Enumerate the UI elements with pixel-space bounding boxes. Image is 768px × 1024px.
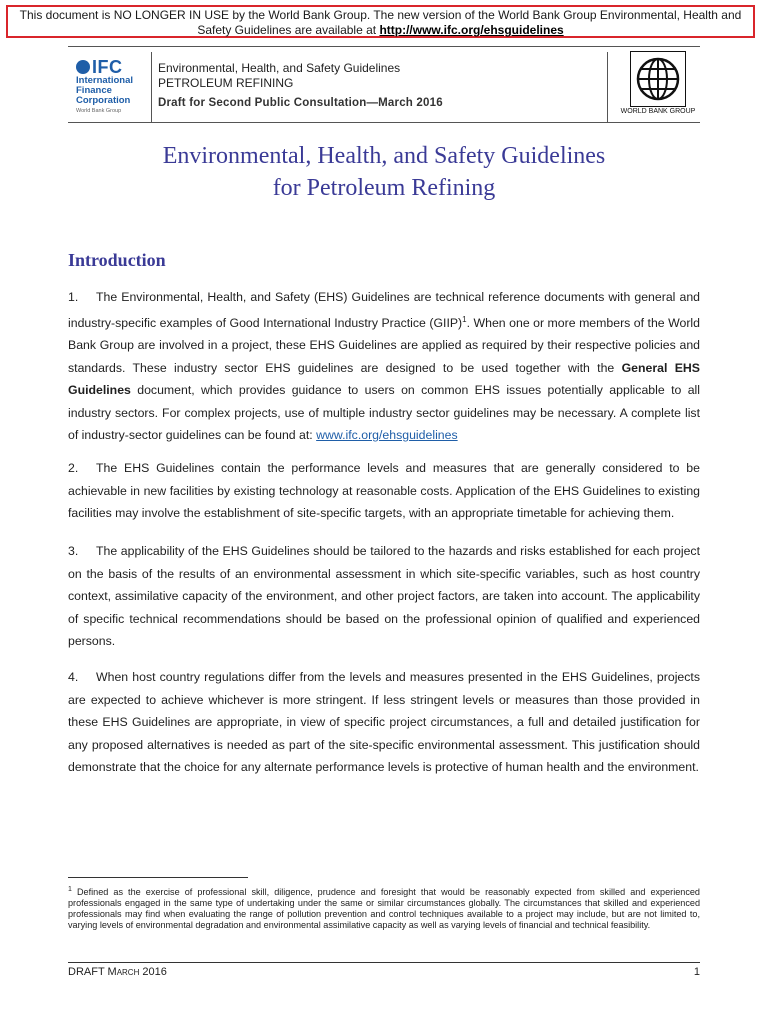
footnote-text: Defined as the exercise of professional skill, diligence, prudence and foresight that would be reasonably expected from skilled and experienced professionals engaged in the same type of undertaking under the same or similar circumstances globally. The circumstances that skilled and experienced professionals may find when evaluating the range of pollution prevention and control techniques available to a project may include, but are not limited to, varying levels of environmental degradation and environmental assimilative capacity as well as varying levels of financial and technical feasibility. [68, 887, 700, 931]
running-header [158, 61, 443, 111]
ifc-logo [76, 58, 148, 124]
paragraph-number: 2. [68, 461, 79, 475]
section-heading: Introduction [68, 250, 166, 270]
footer-rule [68, 962, 700, 963]
paragraph-4 [68, 666, 700, 779]
header-bottom-rule [68, 122, 700, 123]
paragraph-text: document, which provides guidance to users on common EHS issues potentially applicable to all industry sectors. For complex projects, use of multiple industry sector guidelines may be necessary. A complete list of industry-sector guidelines can be found at: [68, 383, 700, 443]
footnote-rule [68, 877, 248, 878]
paragraph-text: . When one or more members of the World Bank Group are involved in a project, these EHS Guidelines are applied as required by their respective policies and standards. These industry sector EHS guidelines are designed to be used together with the [68, 315, 701, 375]
ifc-globe-icon [76, 60, 90, 74]
notice-text: This document is NO LONGER IN USE by the World Bank Group. The new version of the World Bank Group Environmental, Health and Safety Guidelines are available at [19, 8, 742, 37]
world-bank-label: WORLD BANK GROUP [620, 108, 696, 115]
notice-link[interactable]: http://www.ifc.org/ehsguidelines [379, 23, 564, 37]
paragraph-text: The EHS Guidelines contain the performance levels and measures that are generally considered to be achievable in new facilities by existing technology at reasonable costs. Application of the EHS Guidelines to existing facilities may involve the establishment of site-specific targets, with an appropriate timetable for achieving them. [68, 461, 700, 520]
paragraph-1 [68, 286, 700, 447]
header-line2: PETROLEUM REFINING [158, 76, 294, 90]
footer-draft-date [68, 966, 167, 978]
obsolete-notice-banner [6, 5, 755, 38]
title-line1: Environmental, Health, and Safety Guidelines [162, 143, 606, 169]
header-divider-right [607, 52, 608, 122]
header-divider-left [151, 52, 152, 122]
footnote [68, 884, 700, 931]
paragraph-2 [68, 457, 700, 525]
paragraph-bold-text: General EHS Guidelines [68, 360, 701, 398]
footer-draft: DRAFT [68, 966, 105, 978]
paragraph-text: The applicability of the EHS Guidelines should be tailored to the hazards and risks established for each project on the basis of the results of an environmental assessment in which site-specific variables, such as host country context, assimilative capacity of the environment, and other project factors, are taken into account. The applicability of specific technical recommendations should be based on the professional opinion of qualified and experienced persons. [68, 544, 700, 648]
world-bank-logo [612, 51, 704, 121]
footnote-ref[interactable]: 1 [462, 314, 467, 324]
ifc-logo-line1: International [76, 75, 134, 86]
document-title [60, 140, 708, 204]
paragraph-text: When host country regulations differ from the levels and measures presented in the EHS Guidelines, projects are expected to achieve whichever is more stringent. If less stringent levels or measures than those provided in these EHS Guidelines are appropriate, in view of specific project circumstances, a full and detailed justification for any proposed alternatives is needed as part of the site-specific environmental assessment. This justification should demonstrate that the choice for any alternate performance levels is protective of human health and the environment. [68, 670, 700, 774]
ifc-logo-line2: Finance [76, 85, 112, 96]
header-line1: Environmental, Health, and Safety Guidelines [158, 61, 401, 75]
paragraph-3 [68, 540, 700, 653]
paragraph-text: The Environmental, Health, and Safety (EHS) Guidelines are technical reference documents with general and industry-specific examples of Good International Industry Practice (GIIP) [68, 290, 700, 330]
footnote-marker: 1 [68, 886, 72, 893]
paragraph-number: 3. [68, 544, 79, 558]
ifc-logo-line3: Corporation [76, 95, 131, 106]
ifc-logo-group: World Bank Group [76, 108, 122, 114]
ifc-logo-word: IFC [92, 57, 123, 77]
paragraph-number: 1. [68, 290, 79, 304]
title-line2: for Petroleum Refining [272, 175, 496, 201]
header-top-rule [68, 46, 700, 47]
ehs-guidelines-link[interactable]: www.ifc.org/ehsguidelines [316, 428, 458, 443]
footer-date: March 2016 [107, 966, 167, 978]
paragraph-number: 4. [68, 670, 79, 684]
page-number: 1 [693, 966, 700, 978]
world-bank-globe-icon [630, 51, 686, 107]
header-draft-line: Draft for Second Public Consultation—March 2016 [158, 97, 443, 109]
